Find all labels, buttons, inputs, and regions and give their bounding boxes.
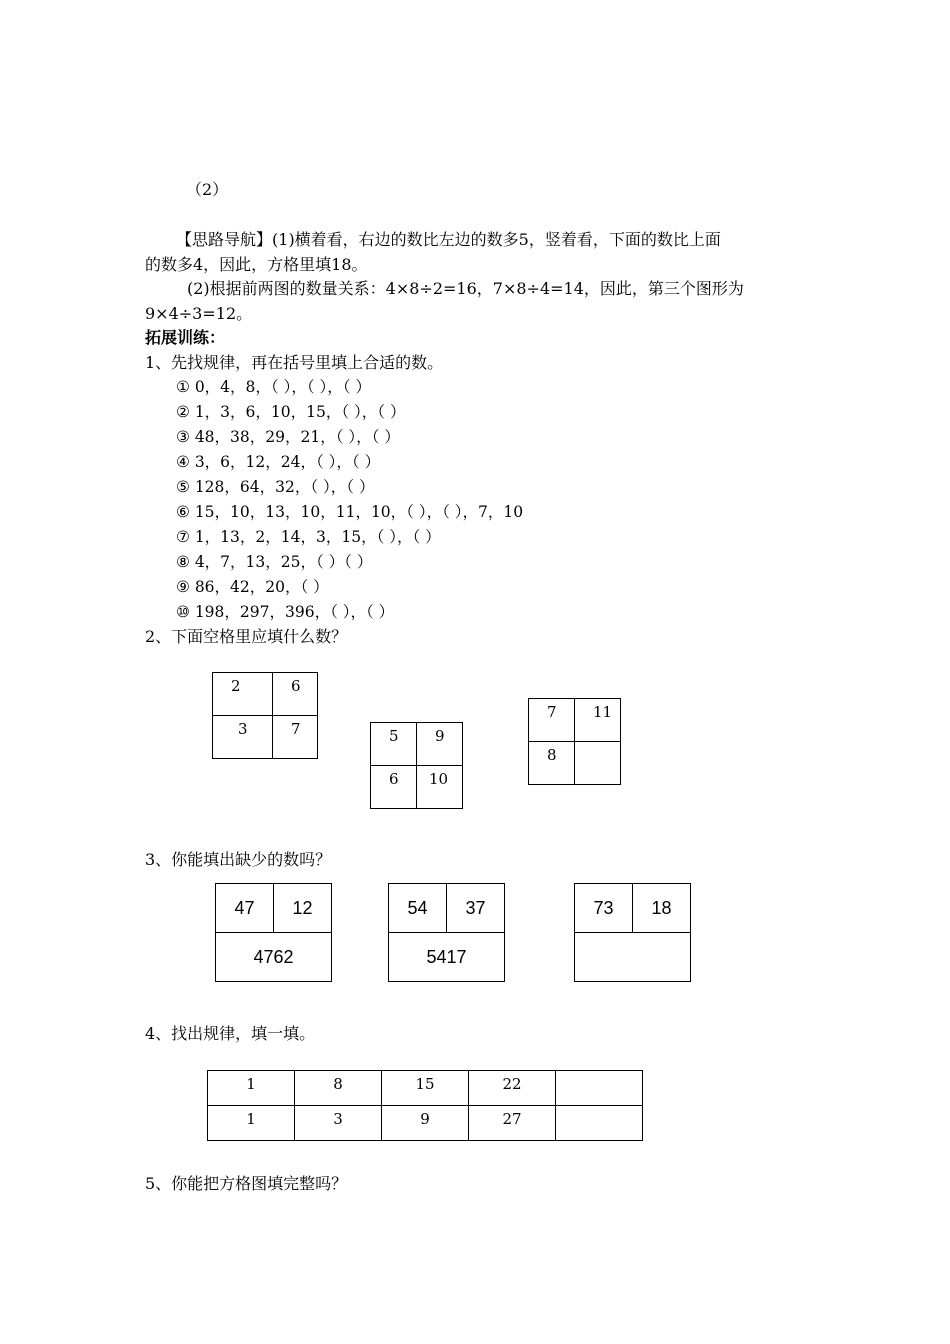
grid-cell: 5 (371, 723, 417, 766)
q1-item: ③ 48，38，29，21，（ ），（ ） (176, 428, 400, 446)
practice-title: 拓展训练： (145, 328, 226, 347)
guide-paragraph-1 (176, 228, 721, 252)
q4-title: 4、找出规律，填一填。 (145, 1024, 316, 1043)
box-cell-a: 47 (216, 884, 274, 933)
guide-text-1a: (1)横着看，右边的数比左边的数多5，竖着看，下面的数比上面 (272, 230, 721, 249)
q1-item: ① 0，4，8，（ ），（ ），（ ） (176, 378, 371, 396)
grid-cell: 6 (273, 673, 318, 716)
table-cell: 9 (382, 1106, 469, 1141)
grid-cell: 7 (273, 716, 318, 759)
grid-cell: 11 (575, 699, 621, 742)
table-cell: 8 (295, 1071, 382, 1106)
q1-item: ⑥ 15，10，13，10，11，10，（ ），（ ），7，10 (176, 503, 524, 521)
box-cell-b: 37 (447, 884, 505, 933)
q2-grid-1 (212, 672, 318, 759)
box-cell-c: 4762 (216, 933, 332, 982)
grid-cell: 8 (529, 742, 575, 785)
box-cell-c-empty (575, 933, 691, 982)
q3-title: 3、你能填出缺少的数吗？ (145, 850, 332, 869)
q2-grid-3 (528, 698, 621, 785)
q2-grid-2 (370, 722, 463, 809)
table-cell: 1 (208, 1071, 295, 1106)
guide-text-2a: (2)根据前两图的数量关系：4×8÷2=16，7×8÷4=14，因此，第三个图形为 (187, 279, 744, 298)
q3-box-1 (215, 883, 332, 982)
q3-box-3 (574, 883, 691, 982)
table-row (208, 1071, 643, 1106)
table-cell: 1 (208, 1106, 295, 1141)
guide-text-2b: 9×4÷3=12。 (145, 304, 253, 323)
table-cell-empty (556, 1106, 643, 1141)
grid-cell: 2 (213, 673, 273, 716)
grid-cell: 6 (371, 766, 417, 809)
box-cell-b: 18 (633, 884, 691, 933)
q1-item: ⑤ 128，64，32，（ ），（ ） (176, 478, 375, 496)
table-cell: 3 (295, 1106, 382, 1141)
q4-table (207, 1070, 643, 1141)
q2-title: 2、下面空格里应填什么数？ (145, 627, 348, 646)
grid-cell: 3 (213, 716, 273, 759)
box-cell-a: 54 (389, 884, 447, 933)
section-label: （2） (186, 180, 229, 199)
table-cell-empty (556, 1071, 643, 1106)
q1-item: ⑦ 1，13，2，14，3，15，（ ），（ ） (176, 528, 441, 546)
guide-text-1b: 的数多4，因此，方格里填18。 (145, 255, 368, 274)
q1-item: ④ 3，6，12，24，（ ），（ ） (176, 453, 381, 471)
q1-item: ⑧ 4，7，13，25，（ ）（ ） (176, 553, 373, 571)
box-cell-b: 12 (274, 884, 332, 933)
q3-box-2 (388, 883, 505, 982)
grid-cell-empty (575, 742, 621, 785)
q5-title: 5、你能把方格图填完整吗？ (145, 1174, 348, 1193)
q1-title: 1、先找规律，再在括号里填上合适的数。 (145, 353, 444, 372)
q1-item: ② 1，3，6，10，15，（ ），（ ） (176, 403, 406, 421)
box-cell-a: 73 (575, 884, 633, 933)
grid-cell: 9 (417, 723, 463, 766)
grid-cell: 10 (417, 766, 463, 809)
q1-item: ⑩ 198，297，396，（ ），（ ） (176, 603, 395, 621)
table-row (208, 1106, 643, 1141)
grid-cell: 7 (529, 699, 575, 742)
q1-item: ⑨ 86，42，20，（ ） (176, 578, 329, 596)
guide-title: 【思路导航】 (176, 230, 273, 249)
table-cell: 15 (382, 1071, 469, 1106)
table-cell: 27 (469, 1106, 556, 1141)
table-cell: 22 (469, 1071, 556, 1106)
box-cell-c: 5417 (389, 933, 505, 982)
